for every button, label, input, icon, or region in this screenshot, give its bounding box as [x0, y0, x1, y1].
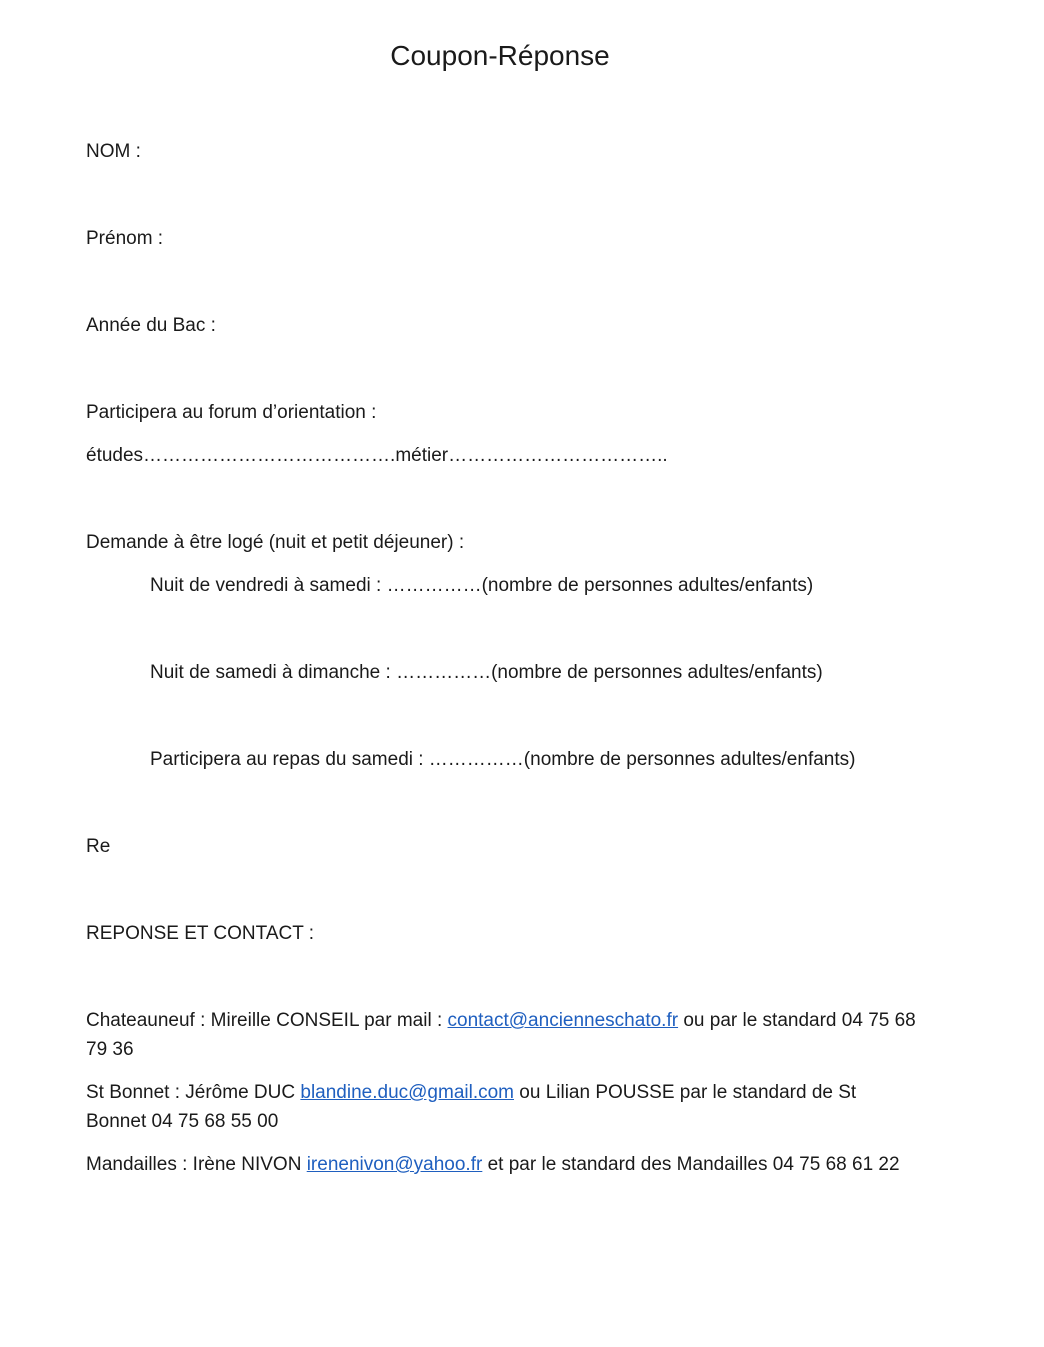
chateauneuf-text-before: Chateauneuf : Mireille CONSEIL par mail :	[86, 1010, 448, 1031]
chateauneuf-text-after: ou par le standard 04 75 68 79 36	[86, 1010, 916, 1060]
logement-label: Demande à être logé (nuit et petit déjeuner) :	[86, 532, 465, 553]
nuit-samedi-line: Nuit de samedi à dimanche : ……………(nombre de personnes adultes/enfants)	[150, 662, 823, 683]
annee-bac-field-label: Année du Bac :	[86, 315, 216, 336]
st-bonnet-text-after: ou Lilian POUSSE par le standard de St Bonnet 04 75 68 55 00	[86, 1082, 857, 1132]
contact-mandailles	[86, 1150, 916, 1179]
repas-samedi-line: Participera au repas du samedi : ……………(nombre de personnes adultes/enfants)	[150, 749, 856, 770]
forum-label: Participera au forum d’orientation :	[86, 402, 377, 423]
mandailles-email-link[interactable]: irenenivon@yahoo.fr	[306, 1154, 483, 1175]
st-bonnet-email-link[interactable]: blandine.duc@gmail.com	[300, 1082, 514, 1103]
nom-field-label: NOM :	[86, 141, 141, 162]
re-label: Re	[86, 836, 111, 857]
contact-chateauneuf	[86, 1006, 916, 1064]
nuit-vendredi-line: Nuit de vendredi à samedi : ……………(nombre de personnes adultes/enfants)	[150, 575, 814, 596]
contact-heading: REPONSE ET CONTACT :	[86, 923, 315, 944]
contact-st-bonnet	[86, 1078, 916, 1136]
st-bonnet-text-before: St Bonnet : Jérôme DUC	[86, 1082, 301, 1103]
chateauneuf-email-link[interactable]: contact@ancienneschato.fr	[447, 1010, 679, 1031]
prenom-field-label: Prénom :	[86, 228, 164, 249]
mandailles-text-after: et par le standard des Mandailles 04 75 68 61 22	[482, 1154, 900, 1175]
page-title: Coupon-Réponse	[390, 40, 610, 71]
forum-choices-line: études………………………………….métier……………………………..	[86, 445, 668, 466]
mandailles-text-before: Mandailles : Irène NIVON	[86, 1154, 307, 1175]
